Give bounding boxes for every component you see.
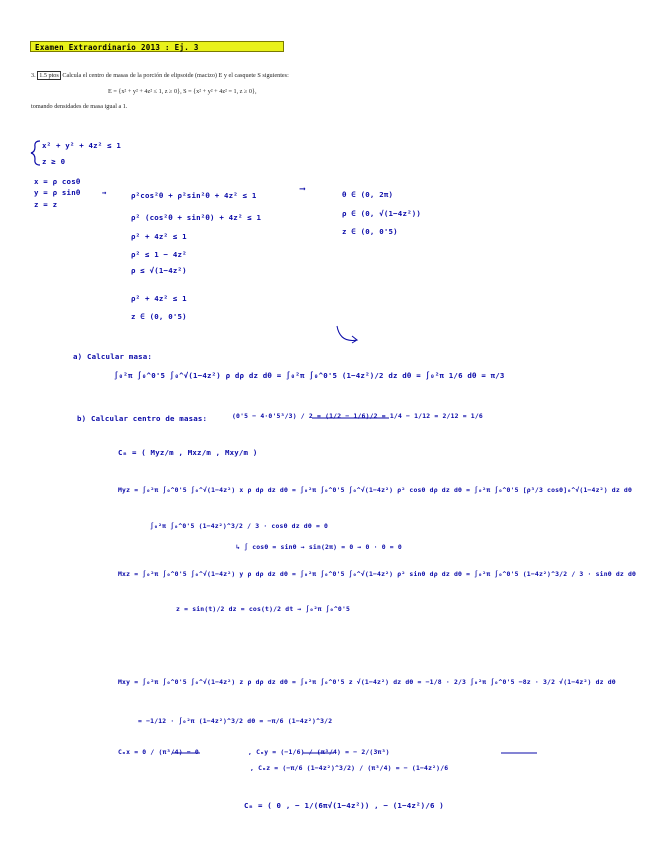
problem-number: 3.	[31, 72, 36, 79]
exam-title-banner: Examen Extraordinario 2013 : Ej. 3	[30, 41, 284, 52]
moment-mxy: Mxy = ∫₀²π ∫₀^0'5 ∫₀^√(1−4z²) z ρ dρ dz dθ = ∫₀²π ∫₀^0'5 z √(1−4z²) dz dθ = −1/8 · 2/3 ∫₀²π ∫₀^0'5 −8z · 3/2 √(1−4z²) dz dθ	[118, 678, 616, 686]
derivation-step: z ∈ (0, 0'5)	[131, 312, 187, 321]
moment-myz-note: ↳ ∫ cosθ = sinθ → sin(2π) = 0 → 0 · 0 = 0	[236, 543, 402, 551]
curved-arrow	[337, 326, 357, 343]
moment-mxy-result: = −1/12 · ∫₀²π (1−4z²)^3/2 dθ = −π/6 (1−4z²)^3/2	[138, 717, 333, 725]
problem-sets: E = {x² + y² + 4z² ≤ 1, z ≥ 0}, S = {x² + y² + 4z² = 1, z ≥ 0},	[108, 88, 257, 95]
moment-mxz: Mxz = ∫₀²π ∫₀^0'5 ∫₀^√(1−4z²) y ρ dρ dz dθ = ∫₀²π ∫₀^0'5 ∫₀^√(1−4z²) ρ² sinθ dρ dz dθ = ∫₀²π ∫₀^0'5 (1−4z²)^3/2 / 3 · sinθ dz dθ	[118, 570, 637, 578]
derivation-step: ρ² + 4z² ≤ 1	[131, 294, 187, 303]
auxiliary-calculation: (0'5 − 4·0'5³/3) / 2 = (1/2 − 1/6)/2 = 1/4 − 1/12 = 2/12 = 1/6	[232, 412, 483, 420]
derivation-step: ρ² (cos²θ + sin²θ) + 4z² ≤ 1	[131, 213, 262, 222]
moment-mxz-substitution: z = sin(t)/2 dz = cos(t)/2 dt → ∫₀²π ∫₀^0'5	[176, 605, 351, 613]
derivation-step: ρ ≤ √(1−4z²)	[131, 266, 187, 275]
substitution-z: z = z	[34, 200, 58, 209]
part-a-heading: a) Calcular masa:	[73, 352, 153, 361]
substitution-y: y = ρ sinθ	[34, 188, 81, 197]
center-of-mass-definition: Cₘ = ( Myz/m , Mxz/m , Mxy/m )	[118, 448, 258, 457]
problem-statement: Calcula el centro de masas de la porción de elipsoide (macizo) E y el casquete S siguientes:	[62, 72, 289, 79]
part-b-heading: b) Calcular centro de masas:	[77, 414, 208, 423]
system-inequality: x² + y² + 4z² ≤ 1	[42, 141, 122, 150]
system-brace	[31, 141, 40, 165]
range-theta: θ ∈ (0, 2π)	[342, 190, 394, 199]
derivation-step: ρ² + 4z² ≤ 1	[131, 232, 187, 241]
cm-y: , Cₘy = (−1/6) / (π³/4) = − 2/(3π³)	[248, 748, 390, 756]
points-box: 1.5 ptos	[39, 72, 59, 79]
moment-myz: Myz = ∫₀²π ∫₀^0'5 ∫₀^√(1−4z²) x ρ dρ dz dθ = ∫₀²π ∫₀^0'5 ∫₀^√(1−4z²) ρ² cosθ dρ dz dθ = ∫₀²π ∫₀^0'5 [ρ³/3 cosθ]₀^√(1−4z²) dz dθ	[118, 486, 633, 494]
arrow-right-icon: →	[102, 188, 107, 197]
center-of-mass-result: Cₘ = ( 0 , − 1/(6π√(1−4z²)) , − (1−4z²)/6 )	[244, 801, 444, 810]
cm-z: , Cₘz = (−π/6 (1−4z²)^3/2) / (π³/4) = − (1−4z²)/6	[250, 764, 449, 772]
derivation-step: ρ² ≤ 1 − 4z²	[131, 250, 187, 259]
mass-integral: ∫₀²π ∫₀^0'5 ∫₀^√(1−4z²) ρ dρ dz dθ = ∫₀²π ∫₀^0'5 (1−4z²)/2 dz dθ = ∫₀²π 1/6 dθ = π/3	[114, 371, 505, 380]
range-rho: ρ ∈ (0, √(1−4z²))	[342, 209, 422, 218]
range-z: z ∈ (0, 0'5)	[342, 227, 398, 236]
system-condition: z ≥ 0	[42, 157, 66, 166]
substitution-x: x = ρ cosθ	[34, 177, 81, 186]
problem-density: tomando densidades de masa igual a 1.	[31, 103, 128, 110]
derivation-step: ρ²cos²θ + ρ²sin²θ + 4z² ≤ 1	[131, 191, 257, 200]
moment-myz-integral: ∫₀²π ∫₀^0'5 (1−4z²)^3/2 / 3 · cosθ dz dθ = 0	[150, 522, 329, 530]
cm-x: Cₘx = 0 / (π³/4) = 0	[118, 748, 199, 756]
arrow-right-icon: ⟶	[300, 183, 306, 193]
